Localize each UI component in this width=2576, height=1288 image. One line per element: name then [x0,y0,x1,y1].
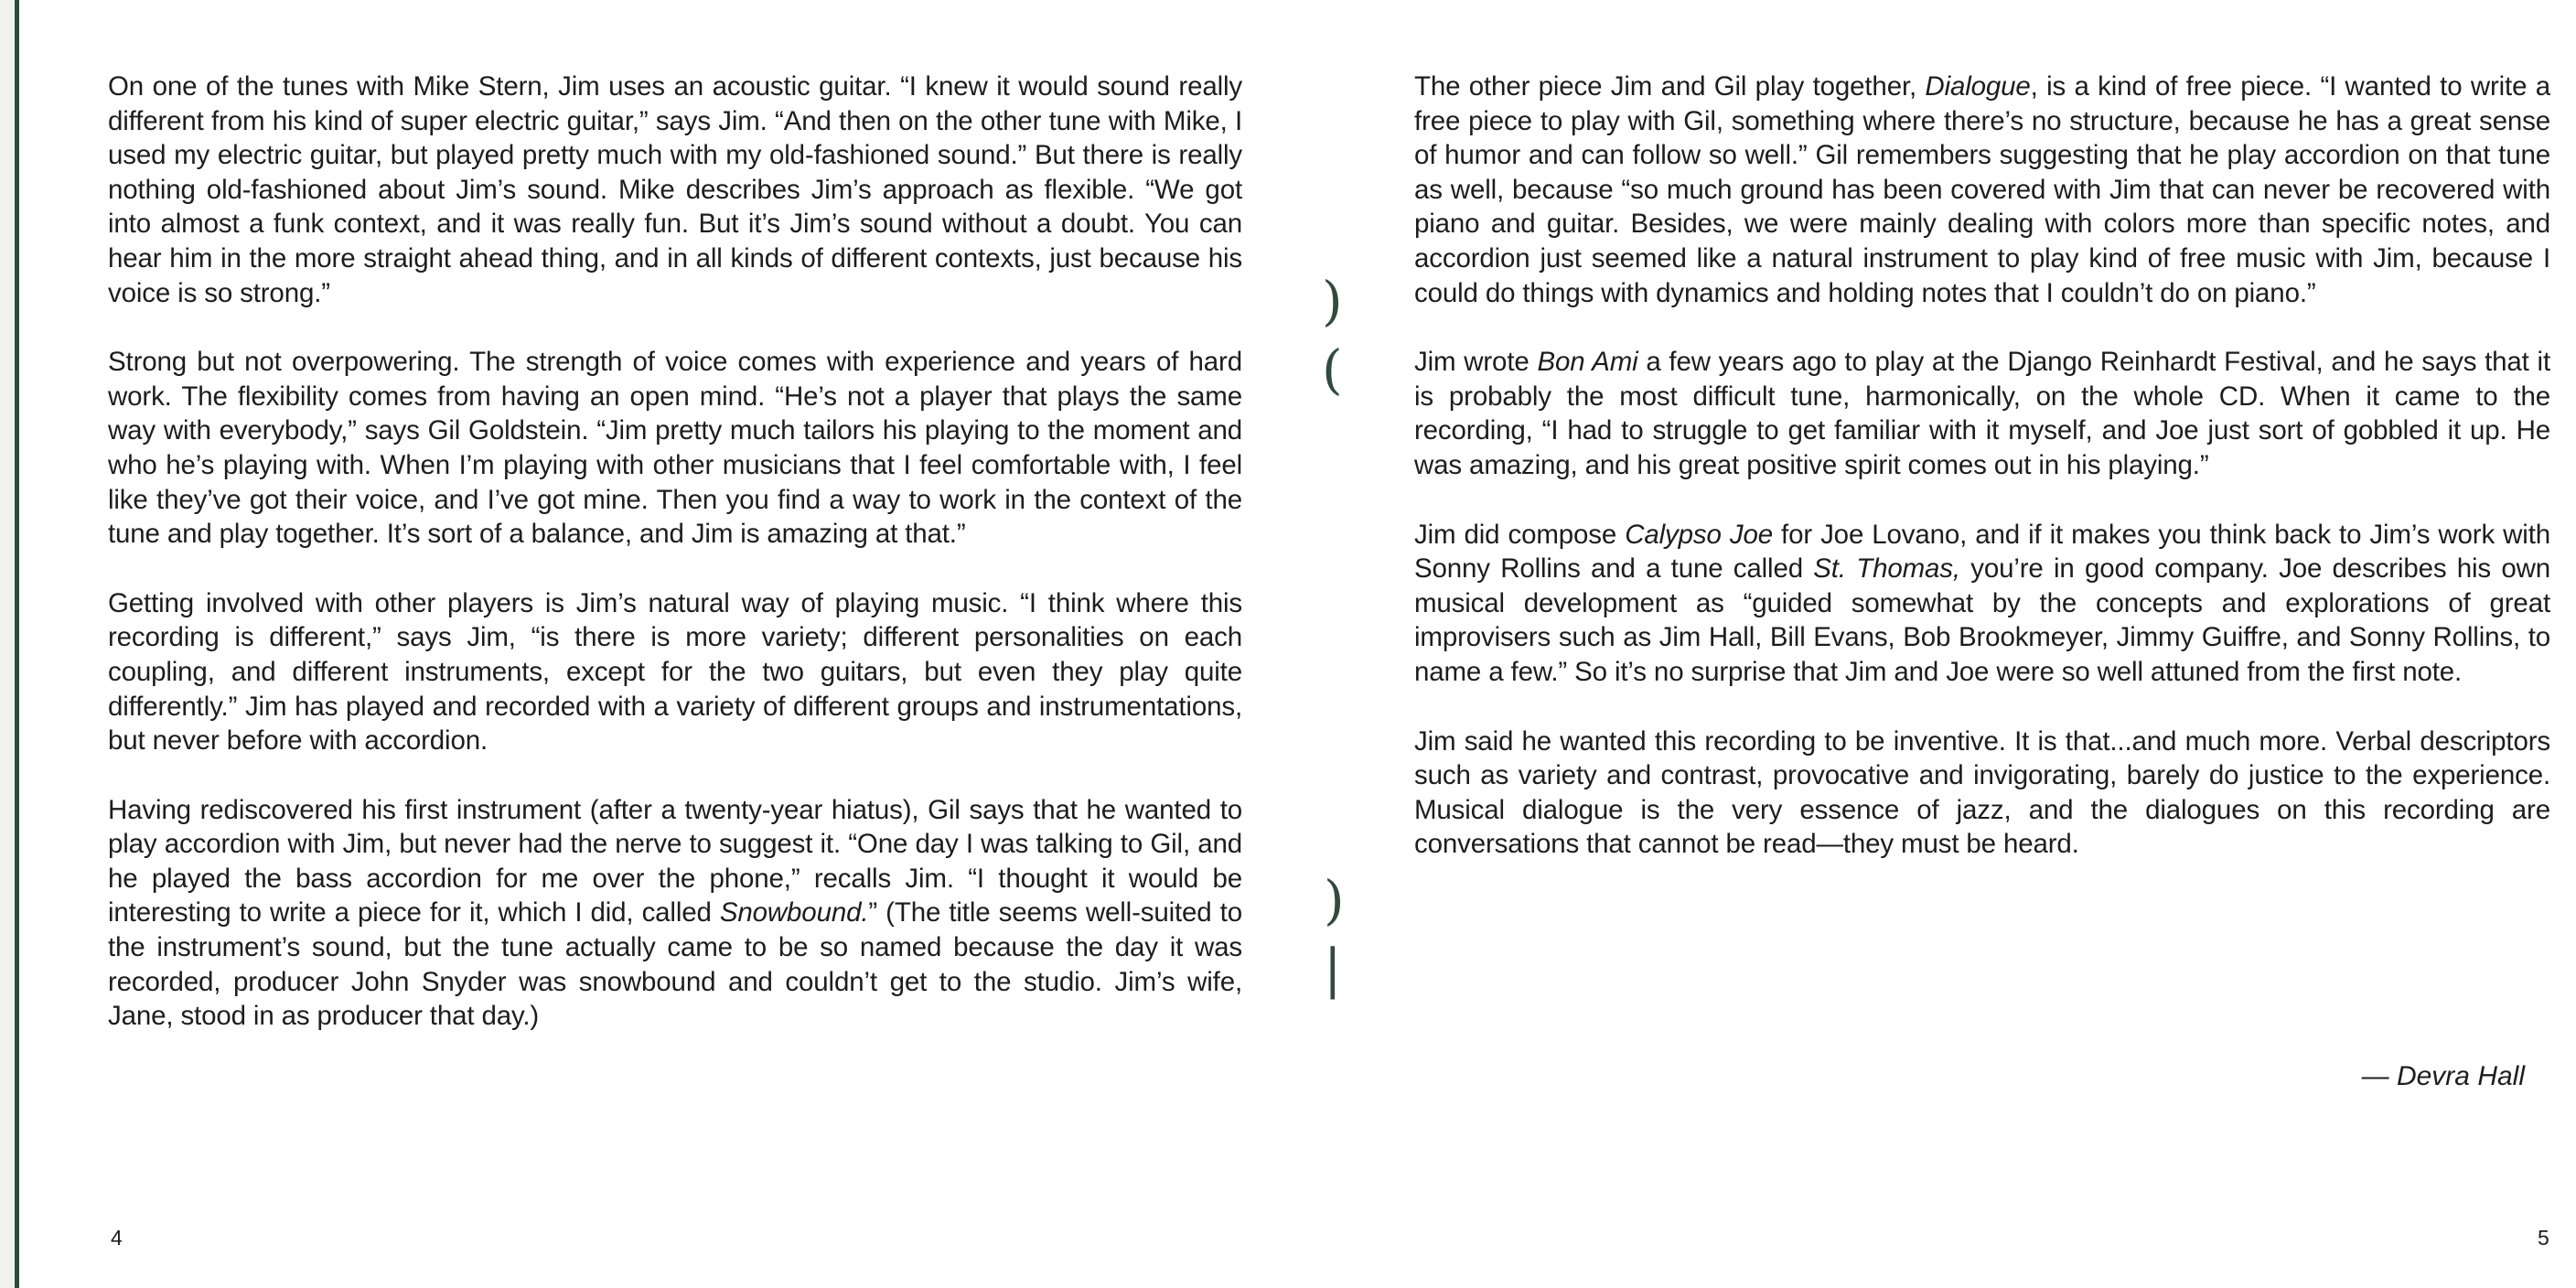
gutter-bracket-mark: | [1324,938,1342,1000]
title-snowbound: Snowbound. [719,897,869,928]
page-number-right: 5 [2538,1226,2549,1250]
title-dialogue: Dialogue [1925,71,2031,102]
gutter-bracket-mark: ( [1322,338,1343,401]
left-paragraph-2 [108,345,1242,552]
text-run: you’re in good company. Joe describes his own musical development as “guided somewhat by the concepts and explorations of great improvisers such as Jim Hall, Bill Evans, Bob Brookmeyer, Jimmy Guiffre, and Sonny Rollins, to name a few.” So it’s no surprise that Jim and Joe were so well attuned from the first note. [1414,553,2551,687]
left-page [108,70,1242,1068]
title-calypso-joe: Calypso Joe [1625,519,1773,550]
title-bon-ami: Bon Ami [1537,347,1638,378]
text-run: for Joe Lovano, and if it makes you think back to Jim’s work with Sonny Rollins and a tune called [1414,519,2550,585]
gutter-bracket-mark: ) [1322,270,1343,332]
text-run: The other piece Jim and Gil play together, [1414,71,1926,102]
right-paragraph-3 [1414,518,2550,690]
author-signature: — Devra Hall [2361,1061,2525,1091]
text-run: a few years ago to play at the Django Reinhardt Festival, and he says that it is probably the most difficult tune, harmonically, on the whole CD. When it came to the recording, “I had to struggle to get familiar with it myself, and Joe just sort of gobbled it up. He was amazing, and his great positive spirit comes out in his playing.” [1414,347,2550,480]
text-run: Jim wrote [1414,347,1538,378]
text-run: Getting involved with other players is Jim’s natural way of playing music. “I think where this recording is different,” says Jim, “is there is more variety; different personalities on each coupling, and different instruments, except for the two guitars, but even they play quite differently.” Jim has played and recorded with a variety of different groups and instrumentations, but never before with accordion. [108,587,1242,757]
booklet-edge-line [15,0,19,1288]
text-run: ” (The title seems well-suited to the instrument’s sound, but the tune actually came to be so named because the day it was recorded, producer John Snyder was snowbound and couldn’t get to the studio. Jim’s wife, Jane, stood in as producer that day.) [108,897,1242,1032]
text-run: Jim did compose [1414,519,1626,550]
gutter-bracket-mark: ) [1324,869,1345,931]
right-paragraph-1 [1414,70,2550,310]
right-paragraph-2 [1414,345,2550,482]
text-run: Having rediscovered his first instrument (after a twenty-year hiatus), Gil says that he wanted to play accordion with Jim, but never had the nerve to suggest it. “One day I was talking to Gil, and he played the bass accordion for me over the phone,” recalls Jim. “I thought it would be interesting to write a piece for it, which I did, called [108,794,1242,928]
title-st-thomas: St. Thomas, [1813,553,1960,585]
left-paragraph-1 [108,70,1242,310]
text-run: On one of the tunes with Mike Stern, Jim uses an acoustic guitar. “I knew it would sound really different from his kind of super electric guitar,” says Jim. “And then on the other tune with Mike, I used my electric guitar, but played pretty much with my old-fashioned sound.” But there is really nothing old-fashioned about Jim’s sound. Mike describes Jim’s approach as flexible. “We got into almost a funk context, and it was really fun. But it’s Jim’s sound without a doubt. You can hear him in the more straight ahead thing, and in all kinds of different contexts, just because his voice is so strong.” [108,71,1242,308]
text-run: , is a kind of free piece. “I wanted to write a free piece to play with Gil, something where there’s no structure, because he has a great sense of humor and can follow so well.” Gil remembers suggesting that he play accordion on that tune as well, because “so much ground has been covered with Jim that can never be recovered with piano and guitar. Besides, we were mainly dealing with colors more than specific notes, and accordion just seemed like a natural instrument to play kind of free music with Jim, because I could do things with dynamics and holding notes that I couldn’t do on piano.” [1414,71,2550,308]
booklet-edge-shadow [0,0,15,1288]
text-run: Jim said he wanted this recording to be inventive. It is that...and much more. Verbal descriptors such as variety and contrast, provocative and invigorating, barely do justice to the experience. Musical dialogue is the very essence of jazz, and the dialogues on this recording are conversations that cannot be read—they must be heard. [1414,725,2550,860]
left-paragraph-4 [108,793,1242,1034]
right-paragraph-4 [1414,724,2550,862]
left-paragraph-3 [108,586,1242,758]
right-page [1414,70,2551,1091]
text-run: Strong but not overpowering. The strength of voice comes with experience and years of hard work. The flexibility comes from having an open mind. “He’s not a player that plays the same way with everybody,” says Gil Goldstein. “Jim pretty much tailors his playing to the moment and who he’s playing with. When I’m playing with other musicians that I feel comfortable with, I feel like they’ve got their voice, and I’ve got mine. Then you find a way to work in the context of the tune and play together. It’s sort of a balance, and Jim is amazing at that.” [108,347,1242,550]
page-number-left: 4 [111,1226,123,1250]
